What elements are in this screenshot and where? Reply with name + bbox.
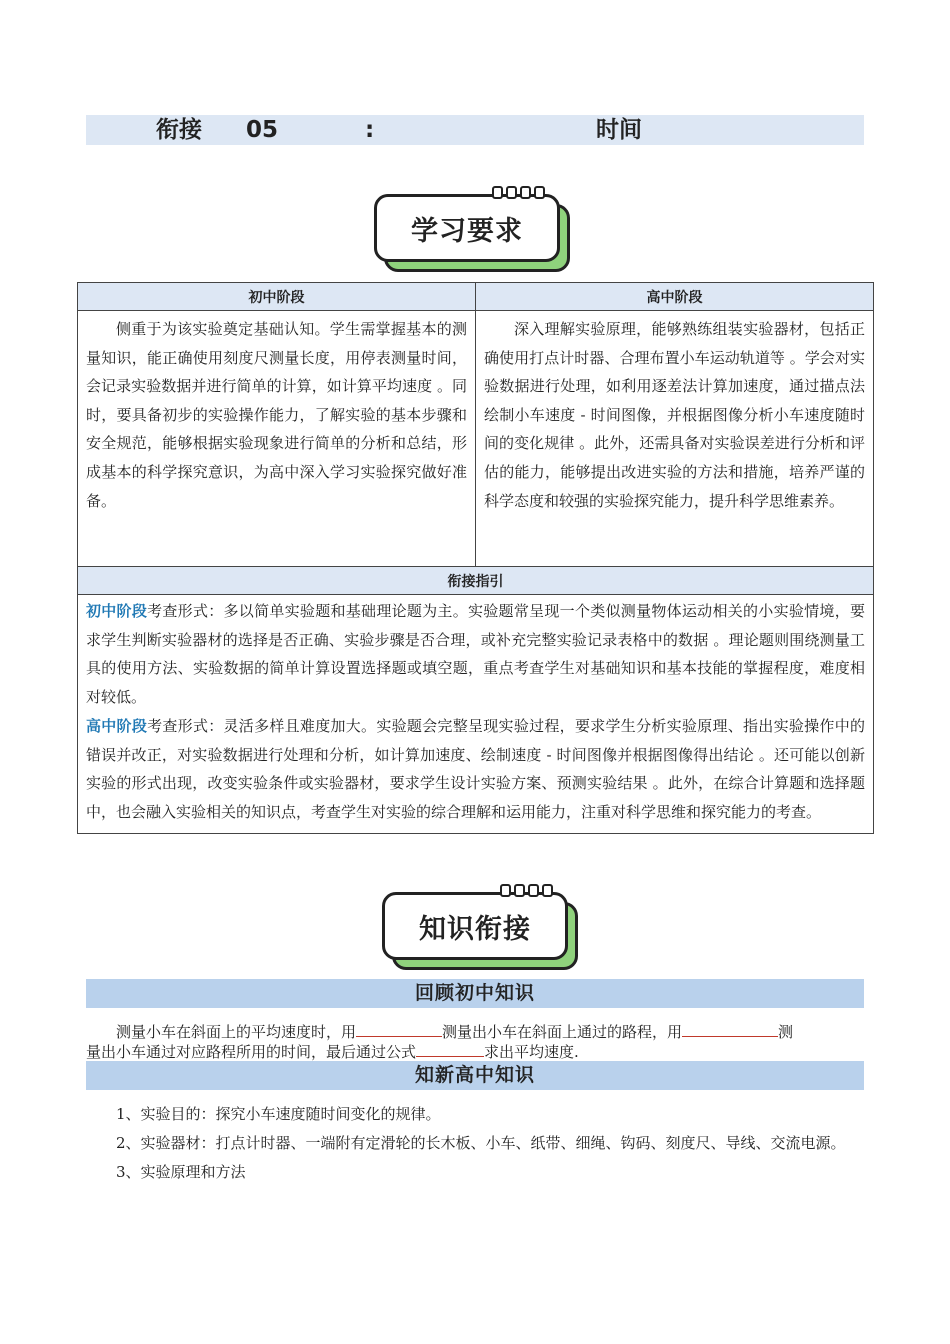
review-text-1: 测量小车在斜面上的平均速度时，用 bbox=[116, 1023, 357, 1041]
guide-senior-label: 高中阶段 bbox=[86, 716, 148, 735]
guide-header: 衔接指引 bbox=[78, 567, 874, 595]
guide-senior-text: 考查形式：灵活多样且难度加大。实验题会完整呈现实验过程，要求学生分析实验原理、指出实验操作中的错误并改正，对实验数据进行处理和分析，如计算加速度、绘制速度 - 时间图像并根据图像得出结论 。还可能以创新实验的形式出现，改变实验条件或实验器材，要求学生设计实验方案、预测实验结果 。此外，在综合计算题和选择题中，也会融入实验相关的知识点，考查学生对实验的综合理解和运用能力，注重对科学思维和探究能力的考查。 bbox=[86, 716, 865, 821]
guide-junior-text: 考查形式：多以简单实验题和基础理论题为主。实验题常呈现一个类似测量物体运动相关的小实验情境，要求学生判断实验器材的选择是否正确、实验步骤是否合理，或补充完整实验记录表格中的数据 。理论题则围绕测量工具的使用方法、实验数据的简单计算设置选择题或填空题，重点考查学生对基础知识和基本技能的掌握程度，难度相对较低。 bbox=[86, 602, 865, 707]
binder-rings-icon bbox=[500, 884, 553, 898]
title-prefix: 衔接 bbox=[156, 117, 202, 143]
junior-requirements: 侧重于为该实验奠定基础认知。学生需掌握基本的测量知识，能正确使用刻度尺测量长度，用停表测量时间，会记录实验数据并进行简单的计算，如计算平均速度 。同时，要具备初步的实验操作能力，了解实验的基本步骤和安全规范，能够根据实验现象进行简单的分析和总结，形成基本的科学探究意识，为高中深入学习实验探究做好准备。 bbox=[78, 311, 476, 567]
guide-junior bbox=[86, 597, 865, 712]
guide-junior-label: 初中阶段 bbox=[86, 602, 148, 620]
title-colon: : bbox=[365, 117, 375, 143]
list-item: 3、实验原理和方法 bbox=[116, 1163, 246, 1181]
badge-label: 学习要求 bbox=[374, 194, 560, 262]
guide-senior bbox=[86, 712, 865, 827]
guide-content bbox=[78, 595, 874, 834]
review-text-4: 量出小车通过对应路程所用的时间，最后通过公式 bbox=[86, 1043, 417, 1061]
binder-rings-icon bbox=[492, 186, 545, 200]
col-senior-header: 高中阶段 bbox=[476, 283, 874, 311]
list-item: 1、实验目的：探究小车速度随时间变化的规律。 bbox=[116, 1105, 441, 1123]
list-item: 2、实验器材：打点计时器、一端附有定滑轮的长木板、小车、纸带、细绳、钩码、刻度尺、导线、交流电源。 bbox=[116, 1134, 846, 1152]
review-text-3: 测 bbox=[778, 1023, 794, 1041]
knowledge-badge bbox=[382, 890, 582, 976]
blank-time-tool[interactable] bbox=[682, 1023, 778, 1037]
review-text-2: 测量出小车在斜面上通过的路程，用 bbox=[442, 1023, 683, 1041]
title-number: 05 bbox=[246, 117, 279, 143]
review-paragraph bbox=[86, 1022, 864, 1062]
title-topic: 时间 bbox=[596, 117, 642, 143]
col-junior-header: 初中阶段 bbox=[78, 283, 476, 311]
new-knowledge-list bbox=[86, 1100, 864, 1187]
requirements-table bbox=[77, 282, 874, 834]
review-header: 回顾初中知识 bbox=[86, 979, 864, 1008]
badge-label: 知识衔接 bbox=[382, 892, 568, 960]
senior-requirements: 深入理解实验原理，能够熟练组装实验器材，包括正确使用打点计时器、合理布置小车运动轨道等 。学会对实验数据进行处理，如利用逐差法计算加速度，通过描点法绘制小车速度 - 时间图像，并根据图像分析小车速度随时间的变化规律 。此外，还需具备对实验误差进行分析和评估的能力，能够提出改进实验的方法和措施，培养严谨的科学态度和较强的实验探究能力，提升科学思维素养。 bbox=[476, 311, 874, 567]
page-title bbox=[86, 115, 864, 145]
requirements-badge bbox=[374, 192, 574, 278]
review-text-5: 求出平均速度. bbox=[484, 1043, 579, 1061]
blank-distance-tool[interactable] bbox=[356, 1023, 442, 1037]
blank-formula[interactable] bbox=[416, 1043, 484, 1057]
new-knowledge-header: 知新高中知识 bbox=[86, 1061, 864, 1090]
